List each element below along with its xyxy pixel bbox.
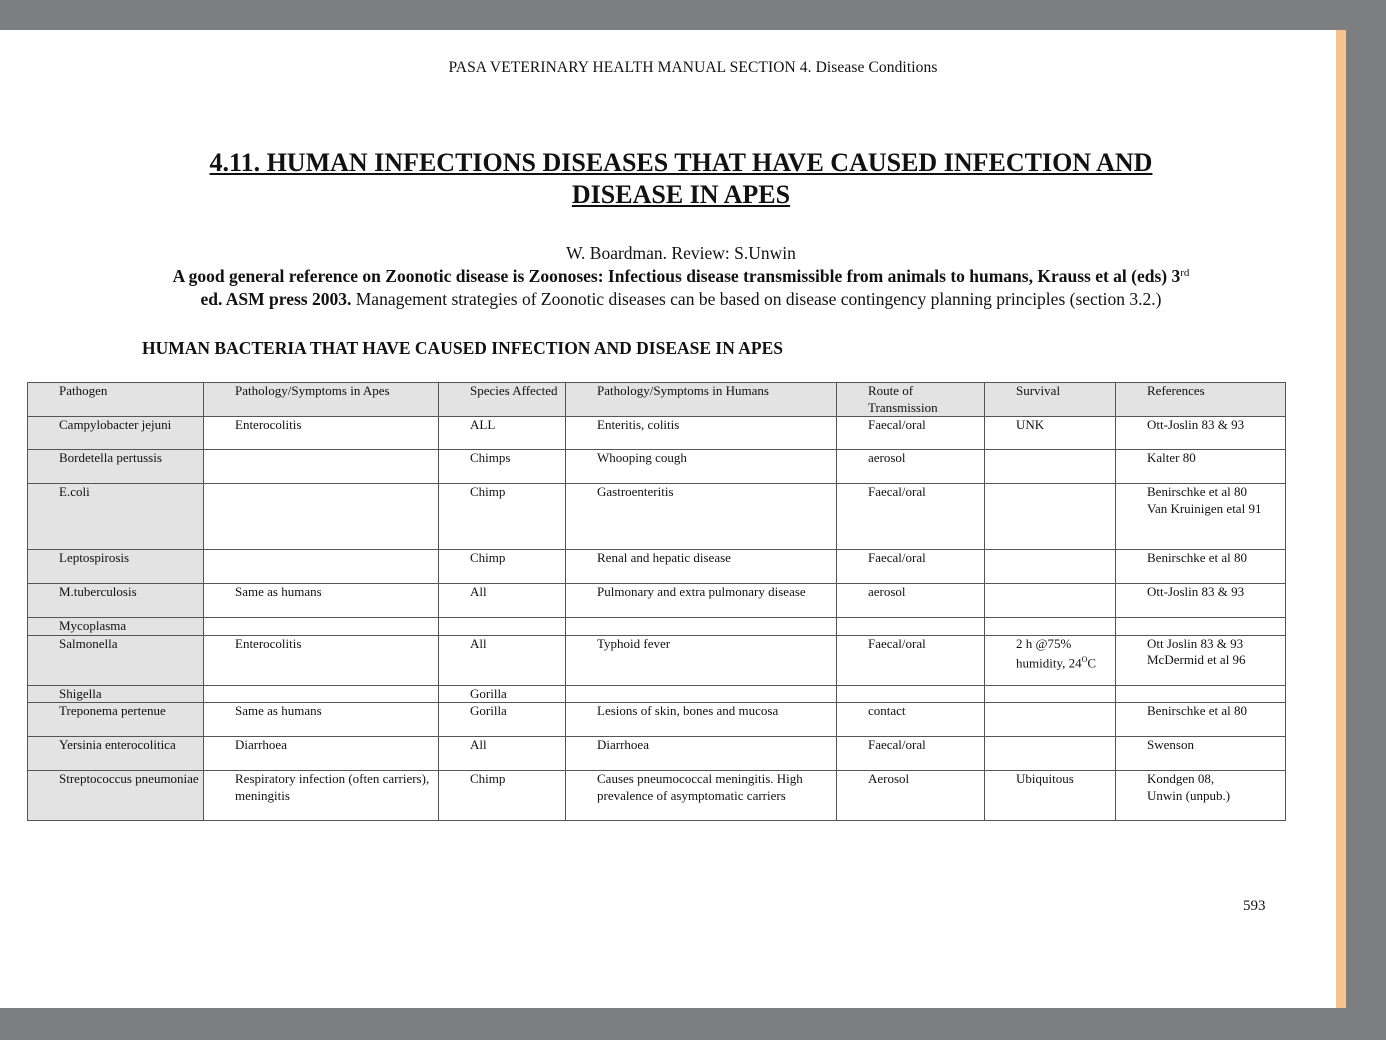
header-references: References: [1116, 383, 1286, 417]
cell-humans: Pulmonary and extra pulmonary disease: [566, 584, 837, 618]
cell-species: ALL: [439, 417, 566, 450]
cell-references: [1116, 685, 1286, 703]
header-route: Route of Transmission: [837, 383, 985, 417]
cell-survival: [985, 584, 1116, 618]
cell-survival: [985, 550, 1116, 584]
cell-route: contact: [837, 703, 985, 737]
cell-survival: [985, 618, 1116, 636]
cell-humans: [566, 685, 837, 703]
table-row: [28, 450, 1286, 484]
cell-survival: Ubiquitous: [985, 771, 1116, 821]
cell-pathogen: Mycoplasma: [28, 618, 204, 636]
table-row: [28, 771, 1286, 821]
cell-apes: Same as humans: [204, 703, 439, 737]
cell-pathogen: Shigella: [28, 685, 204, 703]
reference-entry: Benirschke et al 80: [1147, 484, 1247, 499]
cell-references: Ott-Joslin 83 & 93: [1116, 584, 1286, 618]
cell-apes: [204, 618, 439, 636]
table-heading: HUMAN BACTERIA THAT HAVE CAUSED INFECTION AND DISEASE IN APES: [142, 338, 783, 358]
cell-references: Swenson: [1116, 737, 1286, 771]
cell-pathogen: Streptococcus pneumoniae: [28, 771, 204, 821]
header-apes-symptoms: Pathology/Symptoms in Apes: [204, 383, 439, 417]
header-human-symptoms: Pathology/Symptoms in Humans: [566, 383, 837, 417]
table-row: [28, 584, 1286, 618]
bacteria-table: [27, 382, 1286, 821]
cell-survival: UNK: [985, 417, 1116, 450]
cell-apes: Enterocolitis: [204, 635, 439, 685]
cell-species: [439, 618, 566, 636]
cell-survival: [985, 703, 1116, 737]
cell-survival: [985, 450, 1116, 484]
cell-apes: [204, 450, 439, 484]
reference-entry: Van Kruinigen etal 91: [1147, 500, 1262, 516]
cell-references: [1116, 771, 1286, 821]
cell-species: Chimp: [439, 771, 566, 821]
survival-degree: O: [1081, 655, 1088, 664]
cell-references: Kalter 80: [1116, 450, 1286, 484]
cell-species: All: [439, 584, 566, 618]
cell-route: [837, 685, 985, 703]
cell-route: Faecal/oral: [837, 484, 985, 550]
cell-species: All: [439, 737, 566, 771]
reference-note: [110, 265, 1252, 311]
reference-bold-1: A good general reference on Zoonotic disease is Zoonoses: Infectious disease transmissible from animals to humans, Krauss et al (eds) 3: [172, 266, 1181, 286]
reference-entry: Kondgen 08,: [1147, 771, 1215, 786]
cell-humans: Whooping cough: [566, 450, 837, 484]
cell-pathogen: Treponema pertenue: [28, 703, 204, 737]
table-row: [28, 685, 1286, 703]
cell-apes: Diarrhoea: [204, 737, 439, 771]
cell-pathogen: Campylobacter jejuni: [28, 417, 204, 450]
reference-entry: McDermid et al 96: [1147, 652, 1246, 667]
cell-apes: [204, 685, 439, 703]
cell-apes: [204, 484, 439, 550]
section-title: [100, 147, 1262, 211]
cell-pathogen: E.coli: [28, 484, 204, 550]
table-row: [28, 484, 1286, 550]
cell-species: Gorilla: [439, 703, 566, 737]
survival-unit: C: [1087, 655, 1097, 671]
header-pathogen: Pathogen: [28, 383, 204, 417]
cell-humans: Enteritis, colitis: [566, 417, 837, 450]
cell-pathogen: Leptospirosis: [28, 550, 204, 584]
cell-survival: [985, 685, 1116, 703]
cell-species: All: [439, 635, 566, 685]
cell-route: Aerosol: [837, 771, 985, 821]
reference-superscript: rd: [1180, 267, 1190, 279]
cell-pathogen: Bordetella pertussis: [28, 450, 204, 484]
section-title-line-2: DISEASE IN APES: [571, 180, 791, 209]
cell-route: Faecal/oral: [837, 737, 985, 771]
authors-line: W. Boardman. Review: S.Unwin: [566, 243, 796, 263]
cell-route: Faecal/oral: [837, 550, 985, 584]
section-title-line-1: 4.11. HUMAN INFECTIONS DISEASES THAT HAVE CAUSED INFECTION AND: [209, 148, 1153, 177]
cell-apes: Enterocolitis: [204, 417, 439, 450]
table-row: [28, 550, 1286, 584]
cell-route: Faecal/oral: [837, 417, 985, 450]
survival-text: 2 h @75% humidity, 24: [1016, 635, 1082, 671]
cell-references: Benirschke et al 80: [1116, 703, 1286, 737]
cell-humans: Typhoid fever: [566, 635, 837, 685]
reference-entry: Unwin (unpub.): [1147, 787, 1231, 803]
table-row: [28, 618, 1286, 636]
cell-species: Chimps: [439, 450, 566, 484]
cell-route: aerosol: [837, 450, 985, 484]
cell-humans: Renal and hepatic disease: [566, 550, 837, 584]
cell-survival: [985, 484, 1116, 550]
cell-species: Chimp: [439, 550, 566, 584]
header-species: Species Affected: [439, 383, 566, 417]
cell-references: [1116, 484, 1286, 550]
cell-pathogen: M.tuberculosis: [28, 584, 204, 618]
cell-apes: Respiratory infection (often carriers), meningitis: [204, 771, 439, 821]
cell-references: Ott-Joslin 83 & 93: [1116, 417, 1286, 450]
running-header: PASA VETERINARY HEALTH MANUAL SECTION 4. Disease Conditions: [448, 59, 938, 76]
header-survival: Survival: [985, 383, 1116, 417]
cell-pathogen: Yersinia enterocolitica: [28, 737, 204, 771]
cell-apes: Same as humans: [204, 584, 439, 618]
table-header-row: [28, 383, 1286, 417]
cell-humans: [566, 618, 837, 636]
reference-bold-2: ed. ASM press 2003.: [200, 289, 352, 309]
table-row: [28, 737, 1286, 771]
table-row: [28, 703, 1286, 737]
cell-humans: Causes pneumococcal meningitis. High prevalence of asymptomatic carriers: [566, 771, 837, 821]
cell-humans: Lesions of skin, bones and mucosa: [566, 703, 837, 737]
cell-route: aerosol: [837, 584, 985, 618]
cell-references: [1116, 635, 1286, 685]
cell-apes: [204, 550, 439, 584]
reference-plain: Management strategies of Zoonotic diseases can be based on disease contingency planning principles (section 3.2.): [355, 289, 1162, 309]
cell-humans: Gastroenteritis: [566, 484, 837, 550]
scroll-indicator[interactable]: [1336, 30, 1346, 1008]
cell-pathogen: Salmonella: [28, 635, 204, 685]
page-number: 593: [1243, 898, 1266, 914]
cell-references: Benirschke et al 80: [1116, 550, 1286, 584]
table-row: [28, 417, 1286, 450]
cell-survival: [985, 737, 1116, 771]
reference-entry: Ott Joslin 83 & 93: [1147, 635, 1244, 651]
cell-species: Gorilla: [439, 685, 566, 703]
cell-humans: Diarrhoea: [566, 737, 837, 771]
cell-route: Faecal/oral: [837, 635, 985, 685]
cell-references: [1116, 618, 1286, 636]
cell-species: Chimp: [439, 484, 566, 550]
table-row: [28, 635, 1286, 685]
cell-survival: [985, 635, 1116, 685]
cell-route: [837, 618, 985, 636]
